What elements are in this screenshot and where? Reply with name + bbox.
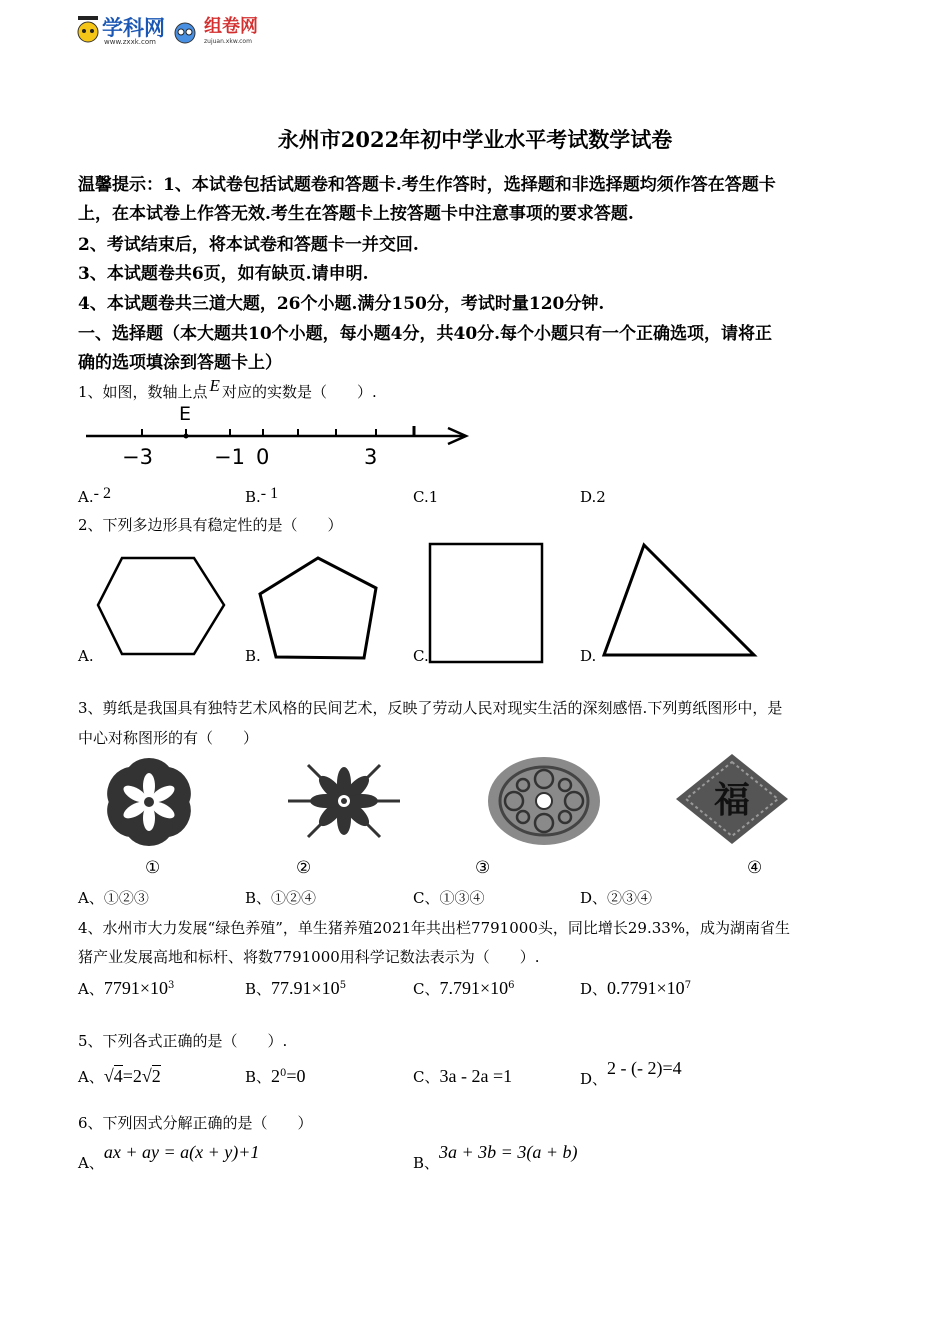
q4-option-a: A、$7791\times 10^3$ (78, 978, 175, 998)
axis-label-0: 0 (256, 445, 270, 469)
q3-line-1: 3、剪纸是我国具有独特艺术风格的民间艺术，反映了劳动人民对现实生活的深刻感悟.下列剪纸图形中，是 (78, 699, 783, 717)
q3-line-2: 中心对称图形的有（ ） (78, 729, 259, 747)
triangle-figure (600, 540, 760, 665)
q1-number-line (80, 400, 480, 480)
q3-option-b: B、①②④ (245, 889, 317, 907)
q3-fig-label-1: ① (145, 858, 161, 878)
sqrt-sign-icon: √ (103, 1066, 114, 1086)
q5-stem: 5、下列各式正确的是（ ）. (78, 1032, 288, 1050)
q3-option-c: C、①③④ (413, 889, 485, 907)
q1-option-d: D.2 (580, 488, 606, 506)
q5-option-c: C、3a - 2a =1 (413, 1066, 513, 1086)
axis-label-neg3: −3 (122, 445, 153, 469)
notice-line-2: 上，在本试卷上作答无效.考生在答题卡上按答题卡中注意事项的要求答题. (78, 204, 634, 224)
q4-option-d: D、$0.7791\times 10^7$ (580, 978, 692, 998)
axis-label-3: 3 (364, 445, 378, 469)
point-E-dot (184, 434, 189, 439)
papercut-2-star (286, 760, 402, 842)
page-title: 永州市2022年初中学业水平考试数学试卷 (277, 127, 673, 152)
q4-option-b: B、$77.91\times 10^5$ (245, 978, 347, 998)
q1-option-a: A.- 2 (78, 485, 111, 506)
q1-stem-pre: 1、如图，数轴上点 (78, 383, 208, 401)
logo-xuekewang: 学科网 (102, 16, 165, 40)
axis-label-E: E (179, 403, 192, 425)
q3-fig-label-3: ③ (475, 858, 491, 878)
q2-label-c: C. (413, 647, 429, 665)
q1-option-b: B.- 1 (245, 485, 279, 506)
q3-fig-label-4: ④ (747, 858, 763, 878)
fu-character: 福 (713, 779, 751, 821)
q6-stem: 6、下列因式分解正确的是（ ） (78, 1114, 313, 1132)
q2-label-d: D. (580, 647, 597, 665)
notice-line-5: 4、本试题卷共三道大题，26个小题.满分150分，考试时量120分钟. (78, 294, 605, 314)
q3-fig-label-2: ② (296, 858, 312, 878)
q5-option-a: A、√4=2√2 (78, 1066, 161, 1086)
axis-label-neg1: −1 (214, 445, 245, 469)
q4-line-2: 猪产业发展高地和标杆、将数7791000用科学记数法表示为（ ）. (78, 948, 540, 966)
axis-ticks (142, 426, 414, 436)
papercut-1-flower (86, 757, 212, 847)
hexagon-figure (92, 553, 232, 663)
q1-stem (78, 376, 377, 402)
q3-option-a: A、①②③ (78, 889, 149, 907)
q2-label-b: B. (245, 647, 261, 665)
papercut-3-round (486, 755, 602, 847)
section1-line-1: 一、选择题（本大题共10个小题，每小题4分，共40分.每个小题只有一个正确选项，请将正 (78, 324, 773, 344)
notice-line-3: 2、考试结束后，将本试卷和答题卡一并交回. (78, 235, 419, 255)
q2-stem: 2、下列多边形具有稳定性的是（ ） (78, 516, 343, 534)
section1-line-2: 确的选项填涂到答题卡上） (78, 353, 282, 373)
square-figure (426, 540, 546, 670)
q4-option-c: C、$7.791\times 10^6$ (413, 978, 515, 998)
logo-url-1: www.zxxk.com (104, 38, 156, 46)
notice-line-4: 3、本试题卷共6页，如有缺页.请申明. (78, 264, 369, 284)
pentagon-figure (254, 544, 394, 664)
q1-stem-post: 对应的实数是（ ）. (221, 383, 377, 401)
logo-zujuanwang: 组卷网 (204, 16, 258, 37)
mascot-icon (74, 12, 102, 48)
mascot2-icon (172, 14, 198, 50)
q4-line-1: 4、水州市大力发展“绿色养殖”，单生猪养殖2021年共出栏7791000头，同比增长29.33%，成为湖南省生 (78, 919, 791, 937)
q1-point-E: E (209, 376, 220, 395)
q2-label-a: A. (78, 647, 94, 665)
notice-line-1: 温馨提示：1、本试卷包括试题卷和答题卡.考生作答时，选择题和非选择题均须作答在答题卡 (78, 175, 776, 195)
logo-url-2: zujuan.xkw.com (204, 38, 252, 45)
q5-option-d: D、2 - (- 2)=4 (580, 1058, 682, 1088)
q3-option-d: D、②③④ (580, 889, 653, 907)
papercut-4-fu-diamond (674, 752, 790, 846)
q6-option-b: B、3a + 3b = 3(a + b) (413, 1142, 578, 1172)
q5-option-b: B、$2^0=0$ (245, 1066, 306, 1086)
q1-option-c: C.1 (413, 488, 439, 506)
sqrt-sign-icon-2: √ (141, 1066, 152, 1086)
q6-option-a: A、ax + ay = a(x + y)+1 (78, 1142, 260, 1172)
